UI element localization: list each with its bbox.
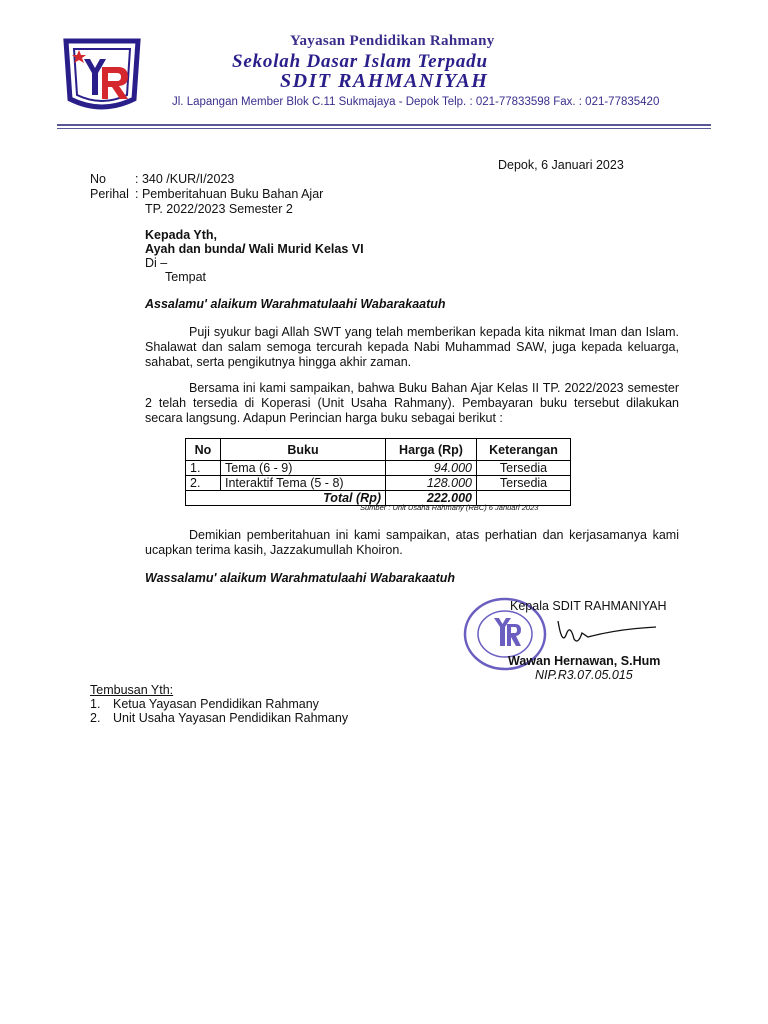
- perihal-label: Perihal: [90, 187, 129, 201]
- recipient-place: Tempat: [165, 270, 206, 284]
- book-price-table: [185, 438, 571, 506]
- recipient-di: Di –: [145, 256, 168, 270]
- cc-item-number: 2.: [90, 711, 101, 725]
- perihal-value: : Pemberitahuan Buku Bahan Ajar: [135, 187, 324, 201]
- cell-status: Tersedia: [477, 476, 571, 491]
- cc-item-text: Ketua Yayasan Pendidikan Rahmany: [113, 697, 319, 711]
- cc-item-text: Unit Usaha Yayasan Pendidikan Rahmany: [113, 711, 349, 725]
- paragraph-announcement: Bersama ini kami sampaikan, bahwa Buku Bahan Ajar Kelas II TP. 2022/2023 semester 2 telah tersedia di Koperasi (Unit Usaha Rahmany). Pembayaran buku tersebut dilakukan secara langsung. Adapun Perincian harga buku sebagai berikut :: [145, 381, 679, 425]
- column-header: Harga (Rp): [386, 439, 477, 461]
- total-label: Total (Rp): [186, 491, 386, 506]
- cell-book: Interaktif Tema (5 - 8): [221, 476, 386, 491]
- table-row: [186, 476, 571, 491]
- cell-no: 1.: [186, 461, 221, 476]
- no-value: : 340 /KUR/I/2023: [135, 172, 235, 186]
- signatory-name: Wawan Hernawan, S.Hum: [508, 654, 661, 668]
- column-header: Keterangan: [477, 439, 571, 461]
- school-name: SDIT RAHMANIYAH: [280, 70, 489, 92]
- cell-book: Tema (6 - 9): [221, 461, 386, 476]
- place-date: Depok, 6 Januari 2023: [498, 158, 624, 172]
- total-value: 222.000: [386, 491, 477, 506]
- recipient-name: Ayah dan bundal Wali Murid Kelas VI: [145, 242, 364, 256]
- signatory-nip: NIP.R3.07.05.015: [535, 668, 633, 682]
- cell-status: Tersedia: [477, 461, 571, 476]
- recipient-salutation: Kepada Yth,: [145, 228, 218, 242]
- opening-greeting: Assalamu' alaikum Warahmatulaahi Wabarakaatuh: [145, 297, 446, 311]
- school-type: Sekolah Dasar Islam Terpadu: [232, 51, 488, 72]
- cell-price: 94.000: [386, 461, 477, 476]
- perihal-value-line2: TP. 2022/2023 Semester 2: [145, 202, 293, 216]
- table-header-row: [186, 439, 571, 461]
- school-address: Jl. Lapangan Member Blok C.11 Sukmajaya - Depok Telp. : 021-77833598 Fax. : 021-77835420: [172, 96, 660, 108]
- cc-heading: Tembusan Yth:: [90, 683, 174, 697]
- foundation-name: Yayasan Pendidikan Rahmany: [290, 33, 495, 49]
- cell-price: 128.000: [386, 476, 477, 491]
- header-divider-thin: [57, 128, 711, 129]
- table-source-note: Sumber : Unit Usaha Rahmany (RBC) 6 Januari 2023: [360, 503, 539, 512]
- school-logo: [62, 37, 142, 111]
- cell-no: 2.: [186, 476, 221, 491]
- no-label: No: [90, 172, 106, 186]
- table-row: [186, 461, 571, 476]
- signatory-title: Kepala SDIT RAHMANIYAH: [510, 599, 667, 613]
- closing-greeting: Wassalamu' alaikum Warahmatulaahi Wabarakaatuh: [145, 571, 456, 585]
- column-header: No: [186, 439, 221, 461]
- column-header: Buku: [221, 439, 386, 461]
- cc-item-number: 1.: [90, 697, 101, 711]
- header-divider: [57, 124, 711, 126]
- handwritten-signature: [548, 615, 658, 651]
- paragraph-intro: Puji syukur bagi Allah SWT yang telah memberikan kepada kita nikmat Iman dan Islam. Shalawat dan salam semoga tercurah kepada Nabi Muhammad SAW, juga kepada keluarga, sahabat, serta pengikutnya hingga akhir zaman.: [145, 325, 679, 369]
- paragraph-closing: Demikian pemberitahuan ini kami sampaikan, atas perhatian dan kerjasamanya kami ucapkan terima kasih, Jazzakumullah Khoiron.: [145, 528, 679, 557]
